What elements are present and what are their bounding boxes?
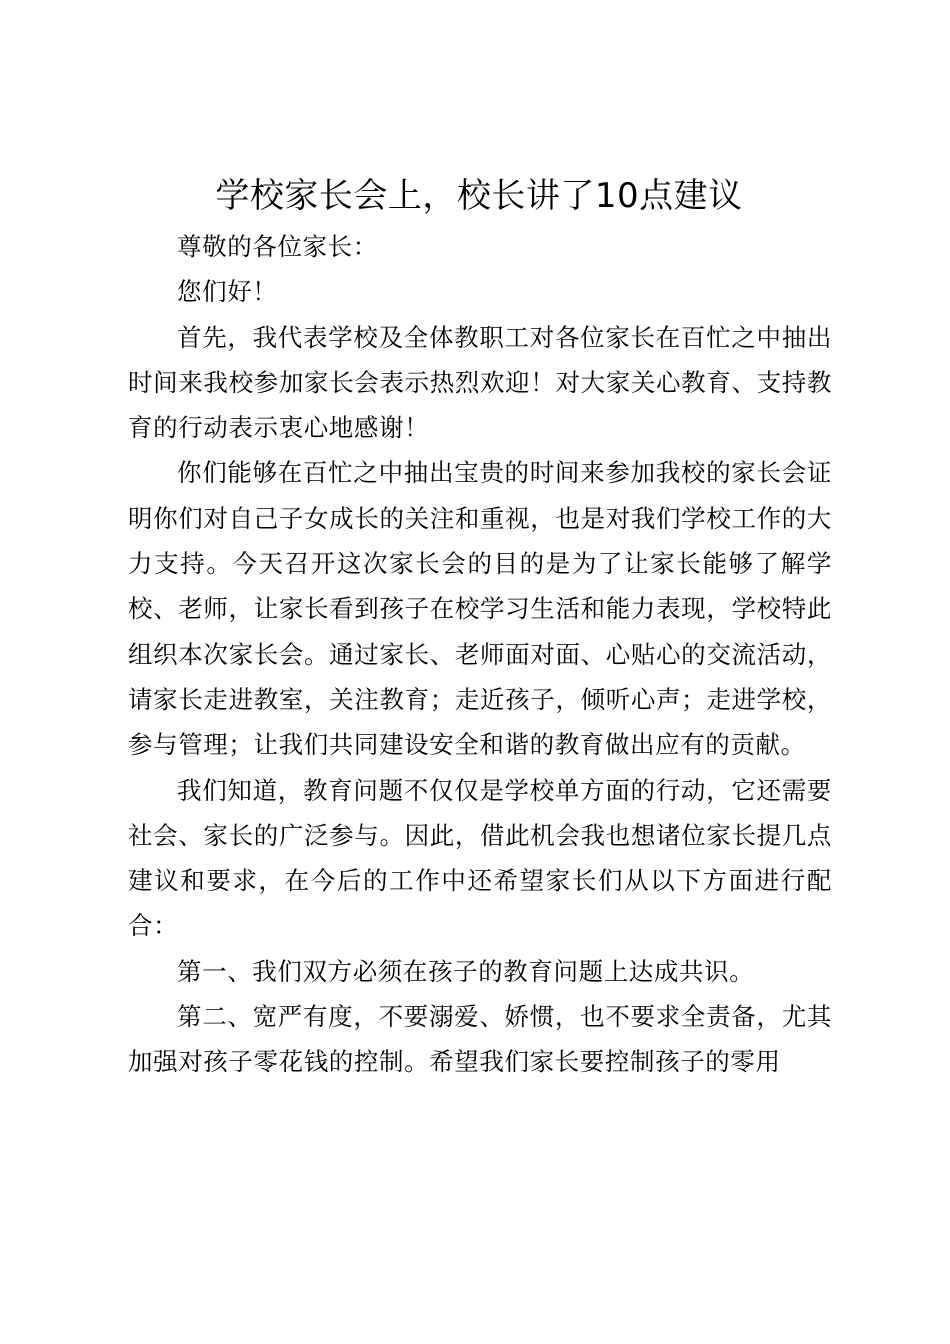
suggestion-1: 第一、我们双方必须在孩子的教育问题上达成共识。 bbox=[177, 956, 755, 986]
paragraph-cooperation: 我们知道，教育问题不仅仅是学校单方面的行动，它还需要社会、家长的广泛参与。因此，借此机会我也想诸位家长提几点建议和要求，在今后的工作中还希望家长们从以下方面进行配合： bbox=[128, 775, 832, 941]
paragraph-welcome: 首先，我代表学校及全体教职工对各位家长在百忙之中抽出时间来我校参加家长会表示热烈欢迎！对大家关心教育、支持教育的行动表示衷心地感谢！ bbox=[128, 322, 832, 443]
greeting: 您们好！ bbox=[177, 277, 278, 307]
salutation: 尊敬的各位家长： bbox=[177, 232, 378, 261]
document-body bbox=[128, 224, 832, 1085]
paragraph-purpose: 你们能够在百忙之中抽出宝贵的时间来参加我校的家长会证明你们对自己子女成长的关注和重视，也是对我们学校工作的大力支持。今天召开这次家长会的目的是为了让家长能够了解学校、老师，让家长看到孩子在校学习生活和能力表现，学校特此组织本次家长会。通过家长、老师面对面、心贴心的交流活动，请家长走进教室，关注教育；走近孩子，倾听心声；走进学校，参与管理；让我们共同建设安全和谐的教育做出应有的贡献。 bbox=[128, 458, 832, 760]
document-title: 学校家长会上，校长讲了10点建议 bbox=[215, 176, 743, 216]
suggestion-2: 第二、宽严有度，不要溺爱、娇惯，也不要求全责备，尤其加强对孩子零花钱的控制。希望我们家长要控制孩子的零用 bbox=[128, 1002, 832, 1077]
